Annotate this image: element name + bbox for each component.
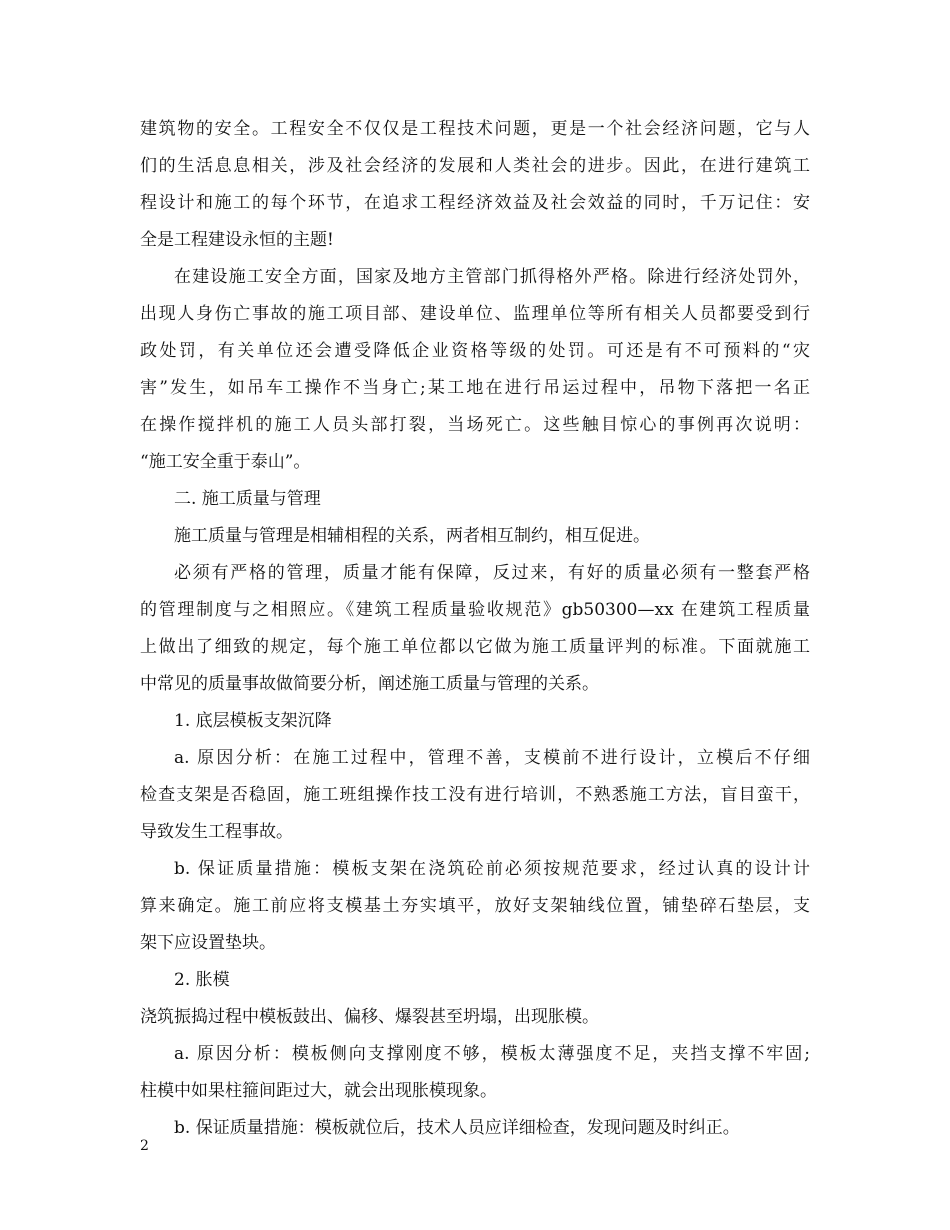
text-line: 1. 底层模板支架沉降 bbox=[174, 711, 332, 731]
text-line: 检查支架是否稳固，施工班组操作技工没有进行培训，不熟悉施工方法，盲目蛮干， bbox=[140, 785, 810, 805]
text-line: 2. 胀模 bbox=[174, 970, 230, 990]
text-line: 上做出了细致的规定，每个施工单位都以它做为施工质量评判的标准。下面就施工 bbox=[140, 637, 810, 657]
text-line: 的管理制度与之相照应。《建筑工程质量验收规范》gb50300—xx 在建筑工程质量 bbox=[140, 600, 810, 620]
text-line: b. 保证质量措施：模板支架在浇筑砼前必须按规范要求，经过认真的设计计 bbox=[174, 859, 810, 879]
text-line: 必须有严格的管理，质量才能有保障，反过来，有好的质量必须有一整套严格 bbox=[174, 563, 810, 583]
text-line: “施工安全重于泰山”。 bbox=[140, 452, 311, 472]
text-line: 施工质量与管理是相辅相程的关系，两者相互制约，相互促进。 bbox=[174, 526, 650, 546]
text-line: 浇筑振捣过程中模板鼓出、偏移、爆裂甚至坍塌，出现胀模。 bbox=[140, 1007, 599, 1027]
text-line: 在操作搅拌机的施工人员头部打裂，当场死亡。这些触目惊心的事例再次说明： bbox=[140, 415, 810, 435]
text-line: 柱模中如果柱箍间距过大，就会出现胀模现象。 bbox=[140, 1081, 497, 1101]
text-line: 算来确定。施工前应将支模基土夯实填平，放好支架轴线位置，铺垫碎石垫层，支 bbox=[140, 896, 810, 916]
page-number: 2 bbox=[140, 1138, 149, 1154]
text-line: a. 原因分析：在施工过程中，管理不善，支模前不进行设计，立模后不仔细 bbox=[174, 748, 810, 768]
text-line: 政处罚，有关单位还会遭受降低企业资格等级的处罚。可还是有不可预料的“灾 bbox=[140, 341, 810, 361]
text-line: 程设计和施工的每个环节，在追求工程经济效益及社会效益的同时，千万记住：安 bbox=[140, 193, 810, 213]
text-line: 们的生活息息相关，涉及社会经济的发展和人类社会的进步。因此，在进行建筑工 bbox=[140, 156, 810, 176]
text-line: 中常见的质量事故做简要分析，阐述施工质量与管理的关系。 bbox=[140, 674, 599, 694]
text-line: b. 保证质量措施：模板就位后，技术人员应详细检查，发现问题及时纠正。 bbox=[174, 1118, 740, 1138]
text-line: 二. 施工质量与管理 bbox=[174, 489, 321, 509]
text-line: a. 原因分析：模板侧向支撑刚度不够，模板太薄强度不足，夹挡支撑不牢固; bbox=[174, 1044, 810, 1064]
text-line: 全是工程建设永恒的主题! bbox=[140, 230, 334, 250]
text-line: 架下应设置垫块。 bbox=[140, 933, 276, 953]
document-body bbox=[140, 111, 810, 1147]
text-line: 导致发生工程事故。 bbox=[140, 822, 293, 842]
text-line: 出现人身伤亡事故的施工项目部、建设单位、监理单位等所有相关人员都要受到行 bbox=[140, 304, 810, 324]
text-line: 在建设施工安全方面，国家及地方主管部门抓得格外严格。除进行经济处罚外， bbox=[174, 267, 810, 287]
text-line: 建筑物的安全。工程安全不仅仅是工程技术问题，更是一个社会经济问题，它与人 bbox=[140, 119, 810, 139]
text-line: 害”发生，如吊车工操作不当身亡;某工地在进行吊运过程中，吊物下落把一名正 bbox=[140, 378, 810, 398]
